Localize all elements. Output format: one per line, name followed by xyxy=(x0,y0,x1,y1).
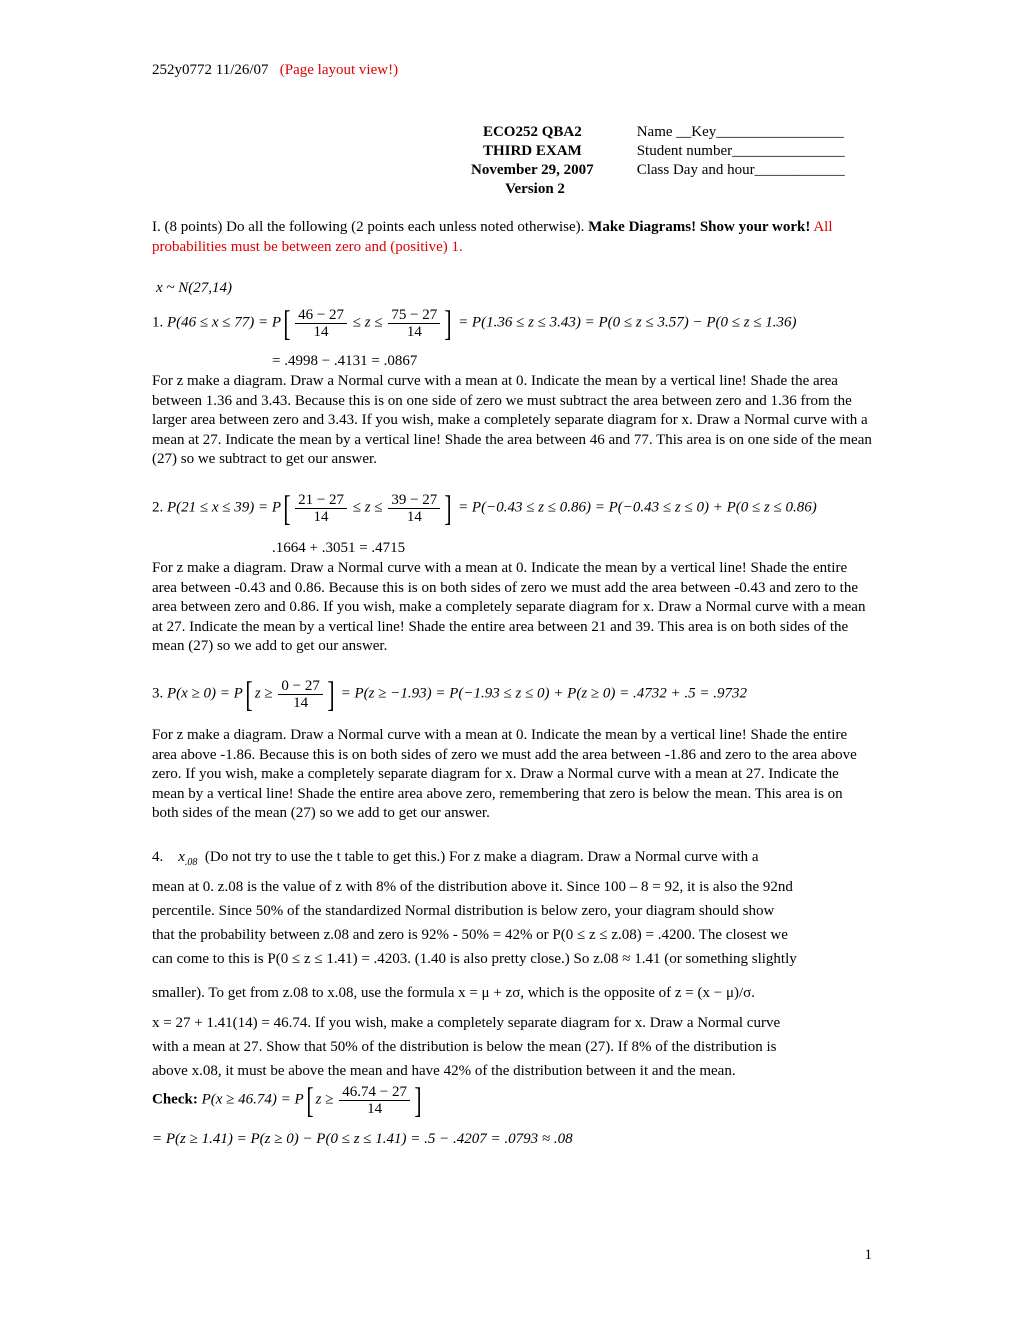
problem-1-frac-b: $\frac{75 - 27}{14}$ xyxy=(388,307,440,340)
heading-plain: I. (8 points) Do all the following (2 points each unless noted otherwise). xyxy=(152,219,589,235)
problem-2-equation: 2. P(21 ≤ x ≤ 39) = P[ $\frac{21 - 27}{14}$ ≤ z ≤ $\frac{39 - 27}{14}$ ] = P(−0.43 ≤ z ≤ 0.86) = P(−0.43 ≤ z ≤ 0) + P(0 ≤ z ≤ 0.86) xyxy=(152,488,817,528)
name-field: Name __Key_________________ xyxy=(636,124,844,140)
problem-4-line-9: above x.08, it must be above the mean and have 42% of the distribution between it and the mean. xyxy=(152,1063,736,1079)
problem-1-frac-a: $\frac{46 - 27}{14}$ xyxy=(295,307,347,340)
problem-4-line-5: can come to this is P(0 ≤ z ≤ 1.41) = .4203. (1.40 is also pretty close.) So z.08 ≈ 1.41 (or something slightly xyxy=(152,951,797,967)
heading-bold: Make Diagrams! Show your work! xyxy=(588,219,811,235)
page-number: 1 xyxy=(864,1247,872,1263)
student-number-field: Student number_______________ xyxy=(636,143,845,159)
problem-2-rhs: = P(−0.43 ≤ z ≤ 0.86) = P(−0.43 ≤ z ≤ 0) + P(0 ≤ z ≤ 0.86) xyxy=(458,499,817,516)
check-result: = P(z ≥ 1.41) = P(z ≥ 0) − P(0 ≤ z ≤ 1.41) = .5 − .4207 = .0793 ≈ .08 xyxy=(152,1131,573,1147)
problem-3-equation: 3. P(x ≥ 0) = P[ z ≥ $\frac{0 - 27}{14}$ ] = P(z ≥ −1.93) = P(−1.93 ≤ z ≤ 0) + P(z ≥ 0) = .4732 + .5 = .9732 xyxy=(152,674,748,714)
exam-title: THIRD EXAM xyxy=(482,143,582,159)
problem-2-explanation: For z make a diagram. Draw a Normal curve with a mean at 0. Indicate the mean by a vertical line! Shade the entire area between -0.43 and 0.86. Because this is on both sides of zero we must add the area between -0.43 and zero to the area between zero and 0.86. If you wish, make a completely separate diagram for x. Draw a Normal curve with a mean at 27. Indicate the mean by a vertical line! Shade the entire area between 21 and 39. This area is on both sides of the mean (27) so we add to get our answer. xyxy=(152,560,866,654)
doc-id: 252y0772 11/26/07 xyxy=(152,62,269,78)
problem-4-line-8: with a mean at 27. Show that 50% of the distribution is below the mean (27). If 8% of the distribution is xyxy=(152,1039,777,1055)
problem-3-rhs: = P(z ≥ −1.93) = P(−1.93 ≤ z ≤ 0) + P(z ≥ 0) = .4732 + .5 = .9732 xyxy=(340,685,748,702)
problem-1-equation: 1. P(46 ≤ x ≤ 77) = P[ $\frac{46 - 27}{14}$ ≤ z ≤ $\frac{75 - 27}{14}$ ] = P(1.36 ≤ z ≤ 3.43) = P(0 ≤ z ≤ 3.57) − P(0 ≤ z ≤ 1.36) xyxy=(152,303,797,343)
heading-red: All probabilities must be between zero and (positive) 1. xyxy=(152,219,833,255)
problem-4-line-1: 4. $x_{.08}$ (Do not try to use the t table to get this.) For z make a diagram. Draw a Normal curve with a xyxy=(152,849,759,868)
problem-1-rhs: = P(1.36 ≤ z ≤ 3.43) = P(0 ≤ z ≤ 3.57) − P(0 ≤ z ≤ 1.36) xyxy=(458,314,797,331)
distribution: x ~ N(27,14) xyxy=(156,280,233,296)
problem-2-frac-b: $\frac{39 - 27}{14}$ xyxy=(388,492,440,525)
problem-1-result: = .4998 − .4131 = .0867 xyxy=(272,353,418,369)
problem-2-result: .1664 + .3051 = .4715 xyxy=(272,540,406,556)
problem-1-number: 1. xyxy=(152,314,164,331)
problem-4-line-7: x = 27 + 1.41(14) = 46.74. If you wish, make a completely separate diagram for x. Draw a Normal curve xyxy=(152,1015,781,1031)
check-equation: Check: P(x ≥ 46.74) = P[ z ≥ $\frac{46.74 - 27}{14}$ ] xyxy=(152,1080,422,1120)
exam-version: Version 2 xyxy=(505,181,565,197)
problem-4-line-3: percentile. Since 50% of the standardized Normal distribution is below zero, your diagram should show xyxy=(152,903,775,919)
problem-4-line-4: that the probability between z.08 and zero is 92% - 50% = 42% or P(0 ≤ z ≤ z.08) = .4200. The closest we xyxy=(152,927,788,943)
title-block xyxy=(440,123,870,199)
problem-3-frac: $\frac{0 - 27}{14}$ xyxy=(278,678,322,711)
problem-1-explanation: For z make a diagram. Draw a Normal curve with a mean at 0. Indicate the mean by a vertical line! Shade the area between 1.36 and 3.43. Because this is on one side of zero we must subtract the area between zero and 1.36 from the larger area between zero and 3.43. If you wish, make a completely separate diagram for x. Draw a Normal curve with a mean at 27. Indicate the mean by a vertical line! Shade the area between 46 and 77. This area is on one side of the mean (27) so we subtract to get our answer. xyxy=(152,373,872,467)
check-lhs: P(x ≥ 46.74) = P xyxy=(201,1091,304,1108)
layout-note: (Page layout view!) xyxy=(279,62,399,78)
course-title: ECO252 QBA2 xyxy=(482,124,582,140)
check-label: Check: xyxy=(152,1091,198,1108)
problem-3-number: 3. xyxy=(152,685,164,702)
section-heading xyxy=(152,218,872,257)
problem-4 xyxy=(152,845,872,1083)
class-field: Class Day and hour____________ xyxy=(636,162,845,178)
problem-3-explanation: For z make a diagram. Draw a Normal curve with a mean at 0. Indicate the mean by a vertical line! Shade the entire area above -1.86. Because this is on both sides of zero we must add the area between -1.86 and zero to the area above zero. If you wish, make a completely separate diagram for x. Draw a Normal curve with a mean at 27. Indicate the mean by a vertical line! Shade the entire area above zero, remembering that zero is below the mean. This area is on both sides of the mean (27) so we add to get our answer. xyxy=(152,727,857,821)
check-frac: $\frac{46.74 - 27}{14}$ xyxy=(339,1084,410,1117)
doc-header xyxy=(152,61,398,81)
problem-4-line-2: mean at 0. z.08 is the value of z with 8% of the distribution above it. Since 100 – 8 = 92, it is also the 92nd xyxy=(152,879,793,895)
problem-3-lhs: P(x ≥ 0) = P xyxy=(167,685,243,702)
exam-date: November 29, 2007 xyxy=(471,162,594,178)
problem-4-line-6: smaller). To get from z.08 to x.08, use the formula x = μ + zσ, which is the opposite of z = (x − μ)/σ. xyxy=(152,985,755,1001)
problem-2-frac-a: $\frac{21 - 27}{14}$ xyxy=(295,492,347,525)
problem-2-number: 2. xyxy=(152,499,164,516)
problem-2-lhs: P(21 ≤ x ≤ 39) = P xyxy=(167,499,282,516)
problem-1-lhs: P(46 ≤ x ≤ 77) = P xyxy=(167,314,282,331)
